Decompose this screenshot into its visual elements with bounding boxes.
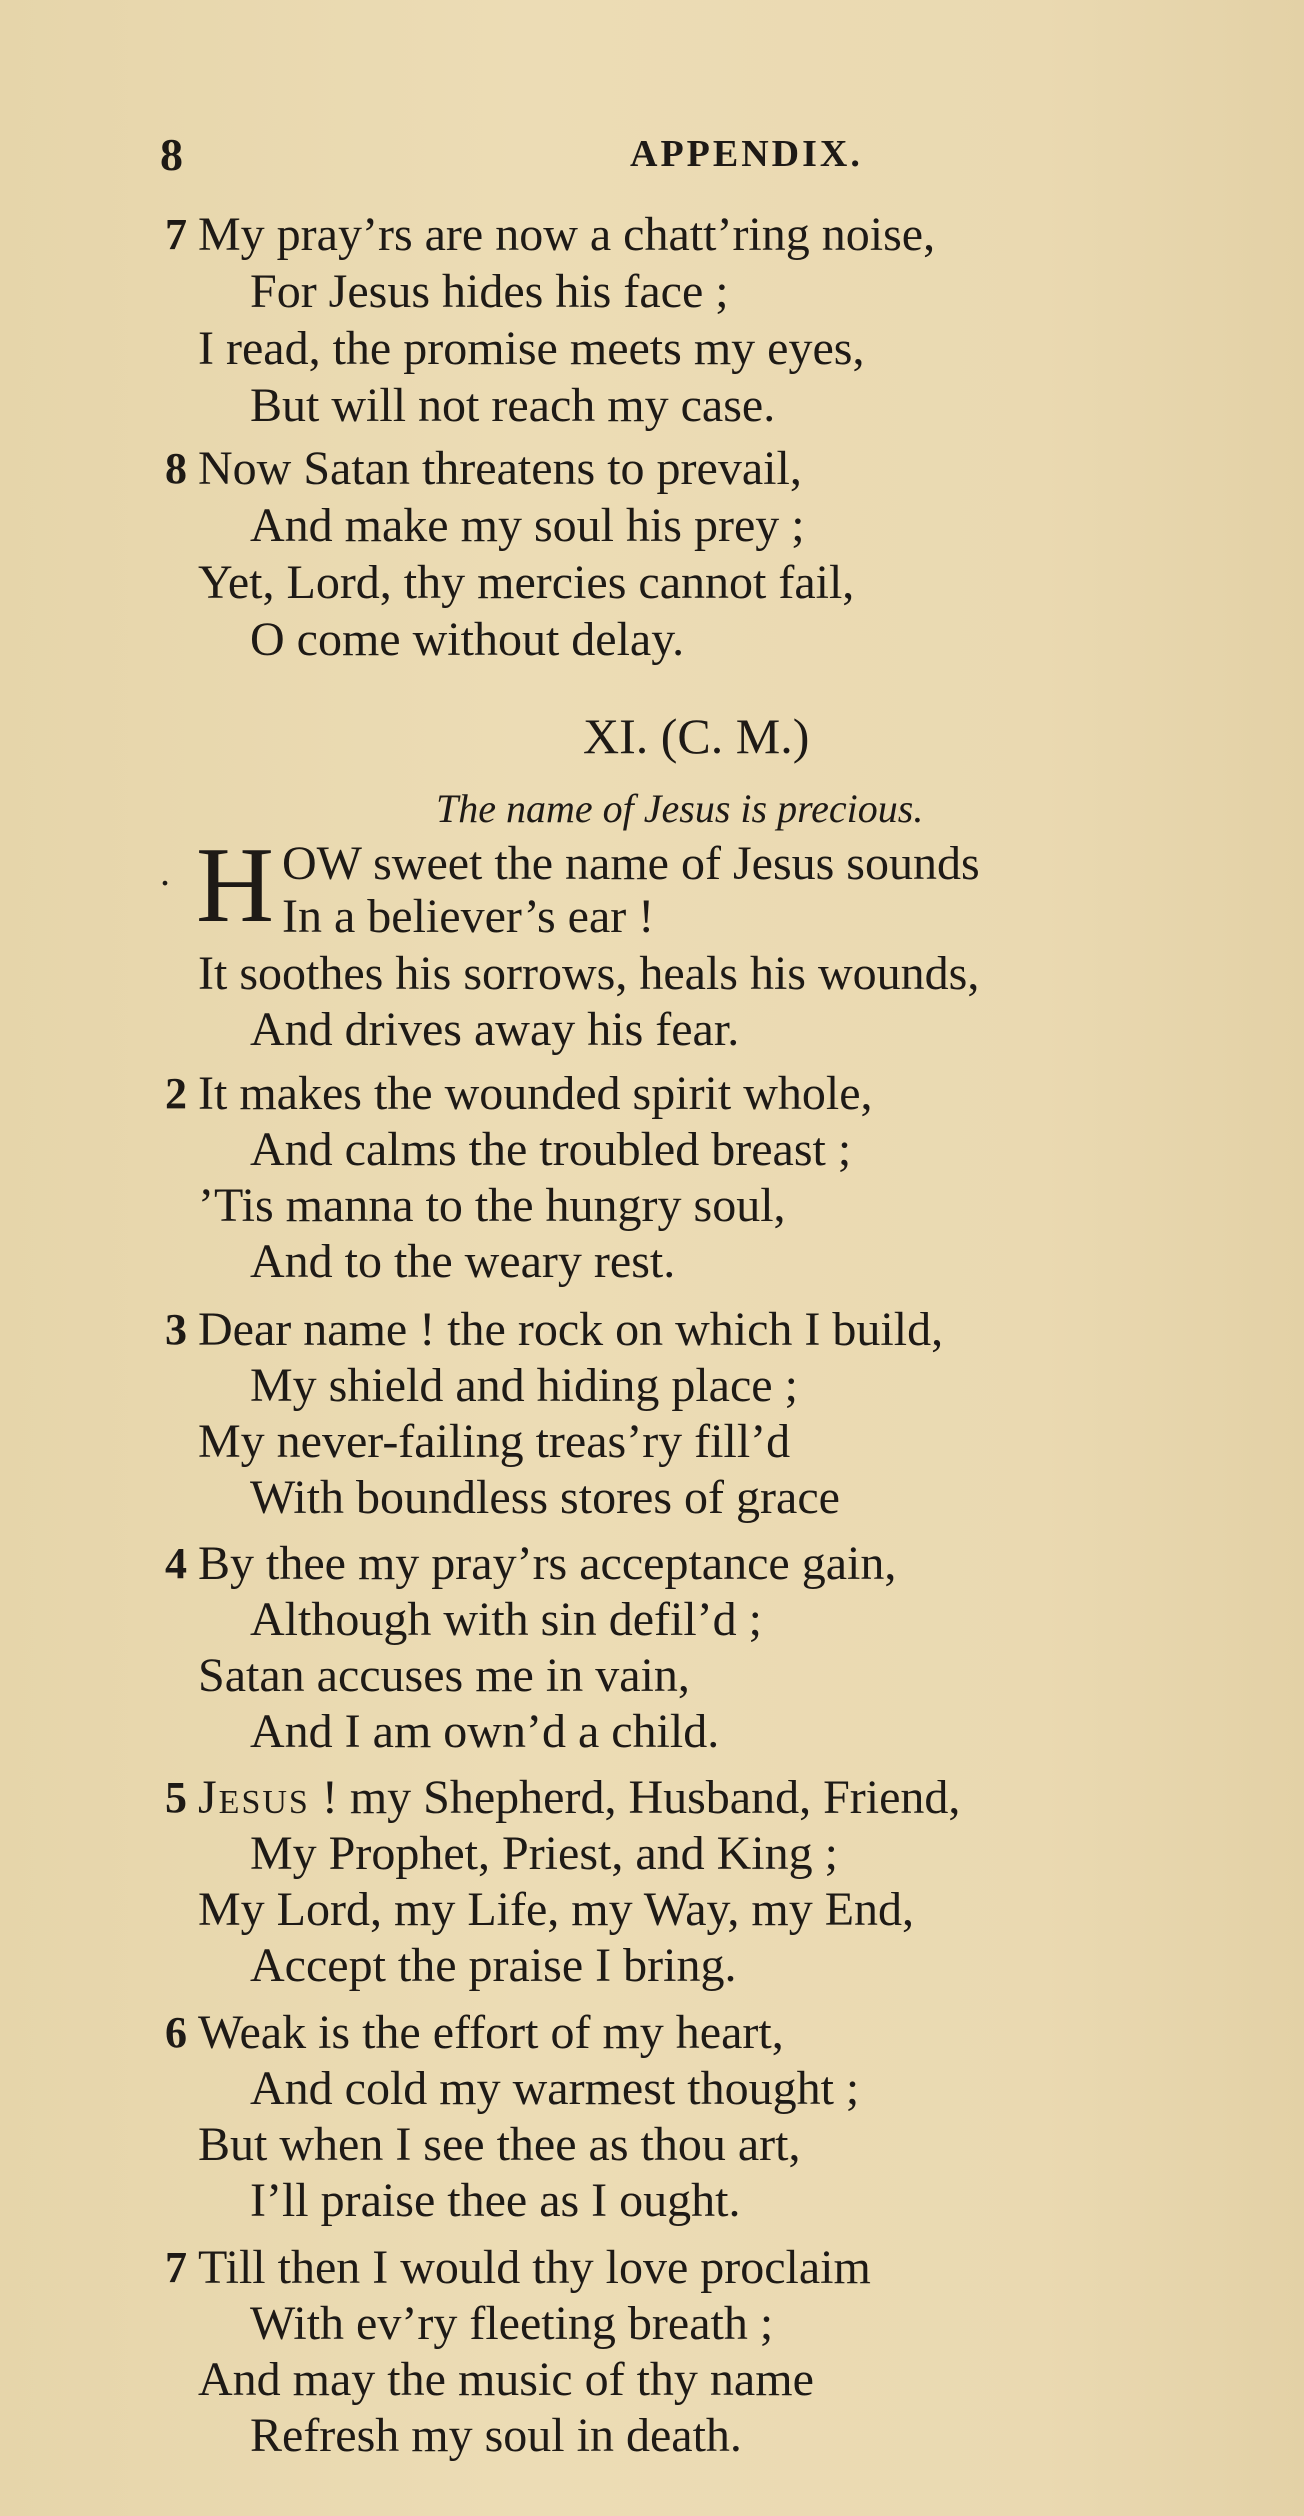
verse-line: I read, the promise meets my eyes, (198, 322, 865, 375)
hymn-title: XI. (C. M.) (583, 708, 810, 764)
verse-line: But when I see thee as thou art, (198, 2118, 801, 2171)
verse-line: With boundless stores of grace (250, 1471, 840, 1524)
verse-line: It soothes his sorrows, heals his wounds, (198, 947, 980, 1000)
verse-line: Refresh my soul in death. (250, 2409, 742, 2462)
verse-line: Although with sin defil’d ; (250, 1593, 762, 1646)
verse-line: By thee my pray’rs acceptance gain, (198, 1537, 897, 1590)
verse-line: And to the weary rest. (250, 1235, 676, 1288)
verse-line: My pray’rs are now a chatt’ring noise, (198, 208, 936, 261)
verse-line: OW sweet the name of Jesus sounds (282, 837, 980, 890)
verse-line: I’ll praise thee as I ought. (250, 2174, 741, 2227)
verse-line-rest: ! my Shepherd, Husband, Friend, (321, 1771, 961, 1824)
verse-line: Yet, Lord, thy mercies cannot fail, (198, 556, 855, 609)
verse-line: Dear name ! the rock on which I build, (198, 1303, 944, 1356)
verse-line: My Lord, my Life, my Way, my End, (198, 1883, 915, 1936)
stanza-number: 4 (165, 1539, 187, 1588)
verse-line: For Jesus hides his face ; (250, 265, 729, 318)
stanza-number: 5 (165, 1773, 187, 1822)
verse-line: Weak is the effort of my heart, (198, 2006, 784, 2059)
verse-line: With ev’ry fleeting breath ; (250, 2297, 774, 2350)
verse-line (198, 1771, 961, 1824)
small-caps-word: Jesus (198, 1771, 310, 1824)
drop-cap: H (196, 826, 274, 945)
verse-line: In a believer’s ear ! (282, 890, 655, 943)
verse-line: And I am own’d a child. (250, 1705, 720, 1758)
hymn-subtitle: The name of Jesus is precious. (436, 786, 924, 831)
page-header (150, 128, 1150, 188)
verse-line: But will not reach my case. (250, 379, 776, 432)
verse-line: And calms the troubled breast ; (250, 1123, 852, 1176)
stanza-mark: . (160, 849, 170, 894)
verse-line: Now Satan threatens to prevail, (198, 442, 802, 495)
verse-line: And make my soul his prey ; (250, 499, 805, 552)
stanza-number: 8 (165, 444, 187, 493)
verse-line: O come without delay. (250, 613, 685, 666)
stanza-number: 3 (165, 1305, 187, 1354)
verse-line: My never-failing treas’ry fill’d (198, 1415, 791, 1468)
stanza-number: 6 (165, 2008, 187, 2057)
verse-line: Satan accuses me in vain, (198, 1649, 690, 1702)
verse-line: ’Tis manna to the hungry soul, (198, 1179, 786, 1232)
verse-line: And drives away his fear. (250, 1003, 740, 1056)
stanza-number: 7 (165, 210, 187, 259)
verse-line: My Prophet, Priest, and King ; (250, 1827, 838, 1880)
running-title: APPENDIX. (630, 133, 863, 175)
verse-line: It makes the wounded spirit whole, (198, 1067, 873, 1120)
stanza-number: 7 (165, 2243, 187, 2292)
stanza-number: 2 (165, 1069, 187, 1118)
verse-line: And cold my warmest thought ; (250, 2062, 860, 2115)
verse-line: Till then I would thy love proclaim (198, 2241, 871, 2294)
verse-line: And may the music of thy name (198, 2353, 814, 2406)
verse-line: Accept the praise I bring. (250, 1939, 737, 1992)
page-number: 8 (160, 129, 183, 180)
verse-line: My shield and hiding place ; (250, 1359, 798, 1412)
